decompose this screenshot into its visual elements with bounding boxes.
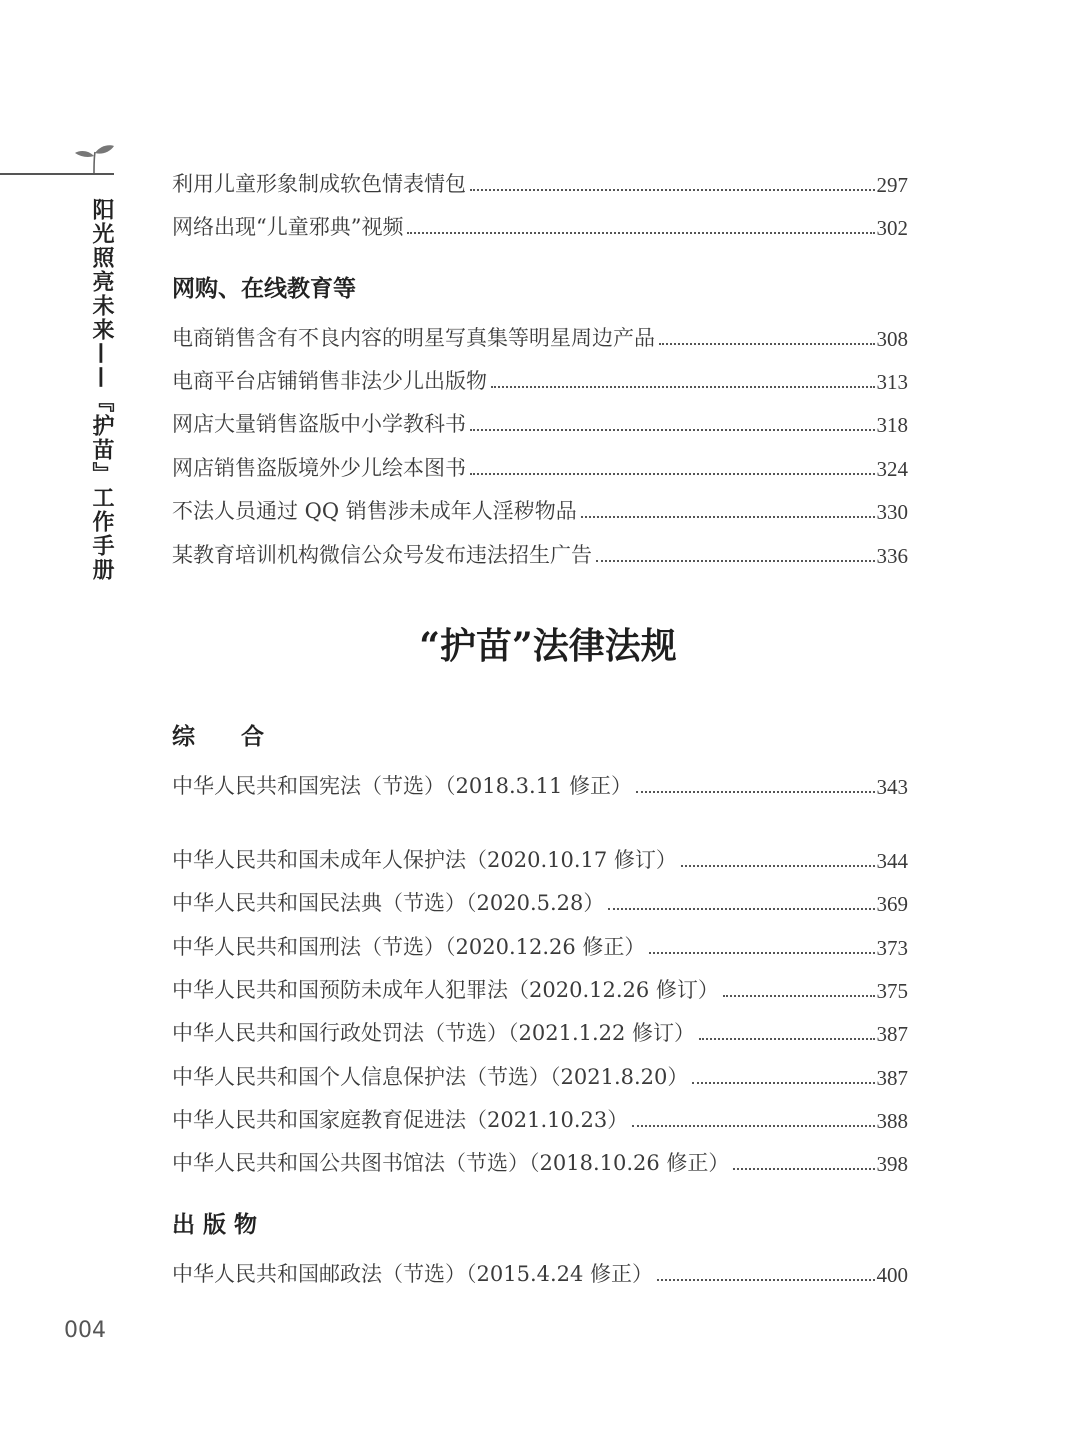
dot-leader — [681, 865, 875, 867]
toc-entry-title: 电商平台店铺销售非法少儿出版物 — [172, 369, 487, 393]
toc-entry[interactable] — [172, 974, 908, 1004]
toc-entry-title: 网店大量销售盗版中小学教科书 — [172, 412, 466, 436]
toc-entry-page: 344 — [876, 849, 908, 873]
toc-entry[interactable] — [172, 539, 908, 569]
toc-entry-page: 387 — [876, 1066, 908, 1090]
toc-entry-title: 利用儿童形象制成软色情表情包 — [172, 172, 466, 196]
toc-entry-page: 400 — [876, 1263, 908, 1287]
toc-entry-title: 网络出现“儿童邪典”视频 — [172, 215, 404, 239]
toc-entry-title: 电商销售含有不良内容的明星写真集等明星周边产品 — [172, 326, 655, 350]
toc-entry-page: 297 — [876, 173, 908, 197]
sprout-icon — [72, 142, 116, 174]
dot-leader — [470, 429, 875, 431]
dot-leader — [581, 516, 875, 518]
toc-entry-page: 398 — [876, 1152, 908, 1176]
dot-leader — [596, 560, 875, 562]
dot-leader — [407, 232, 874, 234]
toc-entry-title: 中华人民共和国未成年人保护法（2020.10.17 修订） — [172, 848, 677, 872]
dot-leader — [692, 1082, 874, 1084]
toc-entry-page: 375 — [876, 979, 908, 1003]
section-heading-online: 网购、在线教育等 — [172, 276, 356, 302]
toc-entry[interactable] — [172, 1017, 908, 1047]
dot-leader — [491, 386, 875, 388]
toc-entry-title: 中华人民共和国家庭教育促进法（2021.10.23） — [172, 1108, 629, 1132]
toc-entry-title: 中华人民共和国宪法（节选）（2018.3.11 修正） — [172, 774, 633, 798]
toc-entry-title: 中华人民共和国预防未成年人犯罪法（2020.12.26 修订） — [172, 978, 719, 1002]
toc-entry[interactable] — [172, 322, 908, 352]
part-title: “护苗”法律法规 — [419, 625, 677, 667]
toc-entry[interactable] — [172, 770, 908, 800]
dot-leader — [657, 1279, 874, 1281]
toc-entry-page: 388 — [876, 1109, 908, 1133]
toc-entry-title: 中华人民共和国公共图书馆法（节选）（2018.10.26 修正） — [172, 1151, 730, 1175]
dot-leader — [649, 952, 874, 954]
toc-entry[interactable] — [172, 1147, 908, 1177]
toc-entry[interactable] — [172, 931, 908, 961]
dot-leader — [699, 1038, 874, 1040]
toc-entry[interactable] — [172, 844, 908, 874]
toc-entry[interactable] — [172, 495, 908, 525]
toc-entry-page: 313 — [876, 370, 908, 394]
toc-entry-title: 网店销售盗版境外少儿绘本图书 — [172, 456, 466, 480]
dot-leader — [608, 908, 874, 910]
dot-leader — [470, 189, 875, 191]
page-number: 004 — [64, 1318, 106, 1343]
toc-entry-page: 336 — [876, 544, 908, 568]
book-side-title: 阳光照亮未来——『护苗』工作手册 — [89, 198, 114, 582]
toc-entry-title: 中华人民共和国邮政法（节选）（2015.4.24 修正） — [172, 1262, 654, 1286]
toc-entry-title: 不法人员通过 QQ 销售涉未成年人淫秽物品 — [172, 499, 577, 523]
top-rule — [0, 173, 114, 175]
toc-entry-page: 373 — [876, 936, 908, 960]
dot-leader — [636, 791, 874, 793]
section-heading-publications: 出 版 物 — [172, 1212, 258, 1238]
toc-entry-page: 318 — [876, 413, 908, 437]
toc-entry-page: 308 — [876, 327, 908, 351]
toc-entry[interactable] — [172, 1258, 908, 1288]
dot-leader — [733, 1168, 874, 1170]
dot-leader — [723, 995, 875, 997]
toc-entry[interactable] — [172, 452, 908, 482]
toc-entry[interactable] — [172, 365, 908, 395]
toc-entry-page: 369 — [876, 892, 908, 916]
toc-entry-page: 387 — [876, 1022, 908, 1046]
toc-entry[interactable] — [172, 408, 908, 438]
dot-leader — [470, 473, 875, 475]
dot-leader — [659, 343, 875, 345]
toc-entry[interactable] — [172, 887, 908, 917]
toc-entry-page: 302 — [876, 216, 908, 240]
toc-entry[interactable] — [172, 211, 908, 241]
toc-entry[interactable] — [172, 168, 908, 198]
toc-entry-title: 某教育培训机构微信公众号发布违法招生广告 — [172, 543, 592, 567]
toc-entry-title: 中华人民共和国民法典（节选）（2020.5.28） — [172, 891, 605, 915]
toc-entry-page: 330 — [876, 500, 908, 524]
section-heading-general: 综 合 — [172, 724, 264, 750]
toc-entry[interactable] — [172, 1061, 908, 1091]
toc-entry-title: 中华人民共和国刑法（节选）（2020.12.26 修正） — [172, 935, 646, 959]
toc-entry-title: 中华人民共和国个人信息保护法（节选）（2021.8.20） — [172, 1065, 689, 1089]
toc-entry[interactable] — [172, 1104, 908, 1134]
dot-leader — [632, 1125, 874, 1127]
toc-entry-page: 343 — [876, 775, 908, 799]
toc-entry-title: 中华人民共和国行政处罚法（节选）（2021.1.22 修订） — [172, 1021, 696, 1045]
toc-entry-page: 324 — [876, 457, 908, 481]
